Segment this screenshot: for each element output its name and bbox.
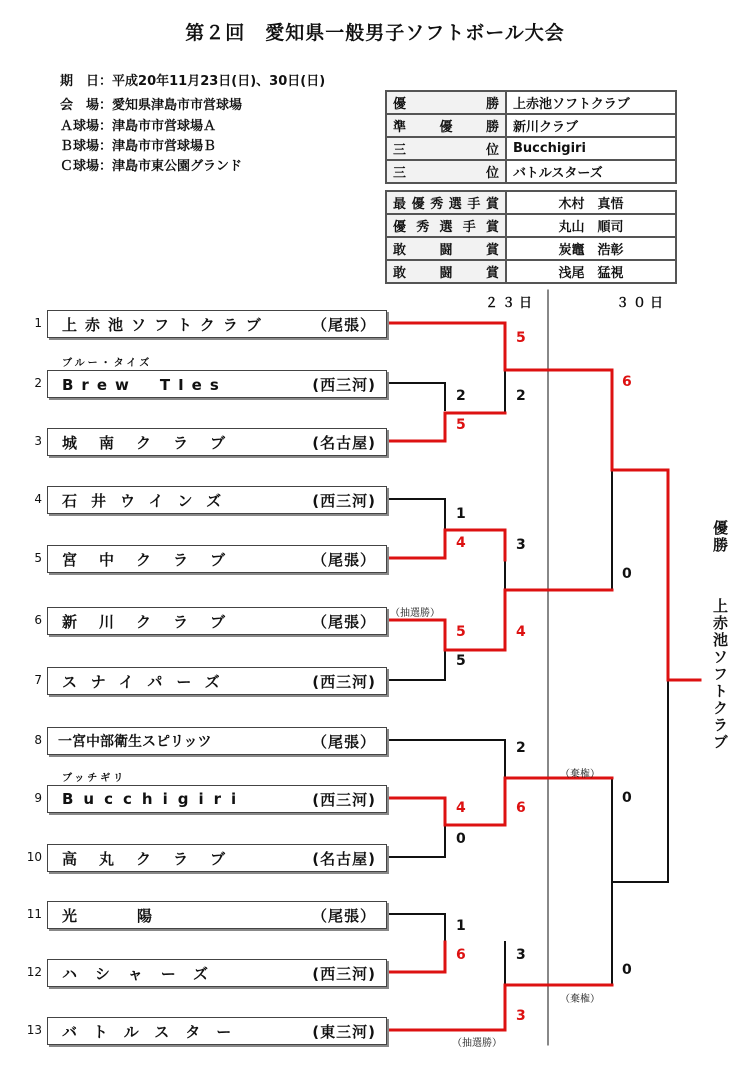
team-number: 11: [26, 907, 42, 921]
team-ruby: ブルー・タイズ: [62, 358, 153, 369]
team-row: [47, 310, 387, 338]
team-row: [47, 486, 387, 514]
info-date: 期 日：平成20年11月23日(日)、30日(日): [60, 74, 326, 89]
rank-cell: 三位: [386, 160, 506, 183]
score-win: 5: [516, 330, 526, 346]
team-row: [47, 959, 387, 987]
rank-cell: 三位: [386, 137, 506, 160]
team-name: ハシャーズ: [62, 964, 226, 983]
team-region: （尾張）: [311, 550, 376, 569]
info-value: 津島市東公園グランド: [112, 159, 243, 174]
score: 2: [516, 740, 526, 756]
team-region: （尾張）: [311, 612, 376, 631]
team-row: [47, 370, 387, 398]
award-cell: 優秀選手賞: [386, 214, 506, 237]
rank-cell: 準優勝: [386, 114, 506, 137]
score: 5: [456, 653, 466, 669]
bracket-line: [385, 650, 445, 680]
score: 3: [516, 947, 526, 963]
score: 0: [456, 831, 466, 847]
score-win: 3: [516, 1008, 526, 1024]
day-header-23: ２３日: [485, 296, 537, 311]
team-name: Brew TIes: [62, 375, 227, 394]
team-name: スナイパーズ: [62, 672, 234, 691]
team-number: 8: [34, 733, 42, 747]
bracket-win-line: [385, 778, 612, 825]
team-number: 3: [34, 434, 42, 448]
name-cell: 丸山 順司: [506, 214, 676, 237]
score: 0: [622, 962, 632, 978]
award-cell: 敢闘賞: [386, 237, 506, 260]
info-value: 平成20年11月23日(日)、30日(日): [112, 74, 326, 89]
team-row: [47, 607, 387, 635]
team-region: (西三河): [312, 964, 376, 983]
team-number: 5: [34, 551, 42, 565]
info-label: Ｂ球場: [60, 139, 100, 154]
info-venue: 会 場：愛知県津島市市営球場: [60, 98, 243, 113]
info-field-a: Ａ球場：津島市市営球場Ａ: [60, 119, 217, 134]
info-value: 津島市市営球場Ｂ: [112, 139, 217, 154]
team-row: [47, 428, 387, 456]
team-number: 10: [26, 850, 42, 864]
bracket-line: [612, 778, 668, 882]
bracket-line: [385, 499, 445, 528]
team-number: 9: [34, 791, 42, 805]
score: 2: [456, 388, 466, 404]
info-value: 愛知県津島市市営球場: [112, 98, 243, 113]
team-region: (名古屋): [312, 849, 376, 868]
team-region: (東三河): [312, 1022, 376, 1041]
team-row: [47, 844, 387, 872]
info-label: 会 場: [60, 98, 100, 113]
page-title: 第２回 愛知県一般男子ソフトボール大会: [185, 22, 565, 44]
score-win: 6: [516, 800, 526, 816]
score-win: 4: [456, 800, 466, 816]
team-region: （尾張）: [311, 315, 376, 334]
score: 2: [516, 388, 526, 404]
team-row: [47, 545, 387, 573]
team-region: (西三河): [312, 672, 376, 691]
score: 3: [516, 537, 526, 553]
award-cell: 敢闘賞: [386, 260, 506, 283]
score: 0: [622, 790, 632, 806]
lottery-note: （抽選勝）: [390, 608, 440, 619]
team-region: (西三河): [312, 375, 376, 394]
team-name: 一宮中部衛生スピリッツ: [58, 734, 212, 750]
team-region: （尾張）: [311, 906, 376, 925]
team-name: 光 陽: [62, 906, 153, 925]
team-number: 12: [26, 965, 42, 979]
info-label: 期 日: [60, 74, 100, 89]
team-region: （尾張）: [311, 732, 376, 751]
lottery-note: （抽選勝）: [452, 1038, 502, 1049]
score-win: 6: [622, 374, 632, 390]
bracket-win-line: [505, 370, 700, 680]
team-number: 7: [34, 673, 42, 687]
team-name: 上赤池ソフトクラブ: [62, 315, 269, 334]
score: 1: [456, 918, 466, 934]
team-row: [47, 727, 387, 755]
rank-cell: 優勝: [386, 91, 506, 114]
score-win: 4: [516, 624, 526, 640]
champion-team: 上赤池ソフトクラブ: [711, 598, 729, 751]
info-field-c: Ｃ球場：津島市東公園グランド: [60, 159, 243, 174]
team-row: [47, 667, 387, 695]
bracket-win-line: [385, 323, 505, 370]
score: 1: [456, 506, 466, 522]
bracket-win-line: [385, 413, 505, 441]
team-name: 高丸クラブ: [62, 849, 248, 868]
team-row: [47, 901, 387, 929]
bracket-line: [385, 383, 445, 410]
score-win: 5: [456, 417, 466, 433]
team-cell: バトルスターズ: [506, 160, 676, 183]
forfeit-note: （棄権）: [560, 994, 600, 1005]
team-row: [47, 1017, 387, 1045]
bracket-win-line: [385, 942, 445, 972]
score-win: 5: [456, 624, 466, 640]
name-cell: 浅尾 猛視: [506, 260, 676, 283]
team-number: 6: [34, 613, 42, 627]
bracket-line: [385, 825, 445, 857]
champion-label: 優勝: [711, 520, 729, 554]
forfeit-note: （棄権）: [560, 769, 600, 780]
team-region: (西三河): [312, 491, 376, 510]
info-field-b: Ｂ球場：津島市市営球場Ｂ: [60, 139, 217, 154]
score: 0: [622, 566, 632, 582]
bracket-line: [385, 740, 505, 778]
team-region: (名古屋): [312, 433, 376, 452]
team-number: 13: [26, 1023, 42, 1037]
team-name: 石井ウインズ: [62, 491, 236, 510]
team-name: 城南クラブ: [62, 433, 248, 452]
team-region: (西三河): [312, 790, 376, 809]
name-cell: 木村 真悟: [506, 191, 676, 214]
score-win: 6: [456, 947, 466, 963]
team-ruby: ブッチギリ: [62, 773, 127, 784]
team-row: [47, 785, 387, 813]
team-name: Bucchigiri: [62, 790, 247, 808]
team-cell: 新川クラブ: [506, 114, 676, 137]
award-cell: 最優秀選手賞: [386, 191, 506, 214]
name-cell: 炭竈 浩彰: [506, 237, 676, 260]
team-number: 4: [34, 492, 42, 506]
info-label: Ｃ球場: [60, 159, 100, 174]
team-name: 宮中クラブ: [62, 550, 248, 569]
team-cell: Bucchigiri: [506, 137, 676, 160]
team-number: 2: [34, 376, 42, 390]
score-win: 4: [456, 535, 466, 551]
bracket-win-line: [385, 590, 612, 650]
team-number: 1: [34, 316, 42, 330]
info-label: Ａ球場: [60, 119, 100, 134]
team-name: バトルスター: [62, 1022, 248, 1041]
team-cell: 上赤池ソフトクラブ: [506, 91, 676, 114]
team-name: 新川クラブ: [62, 612, 248, 631]
bracket-win-line: [385, 530, 505, 560]
info-value: 津島市市営球場Ａ: [112, 119, 217, 134]
bracket-line: [385, 914, 445, 942]
day-header-30: ３０日: [616, 296, 668, 311]
